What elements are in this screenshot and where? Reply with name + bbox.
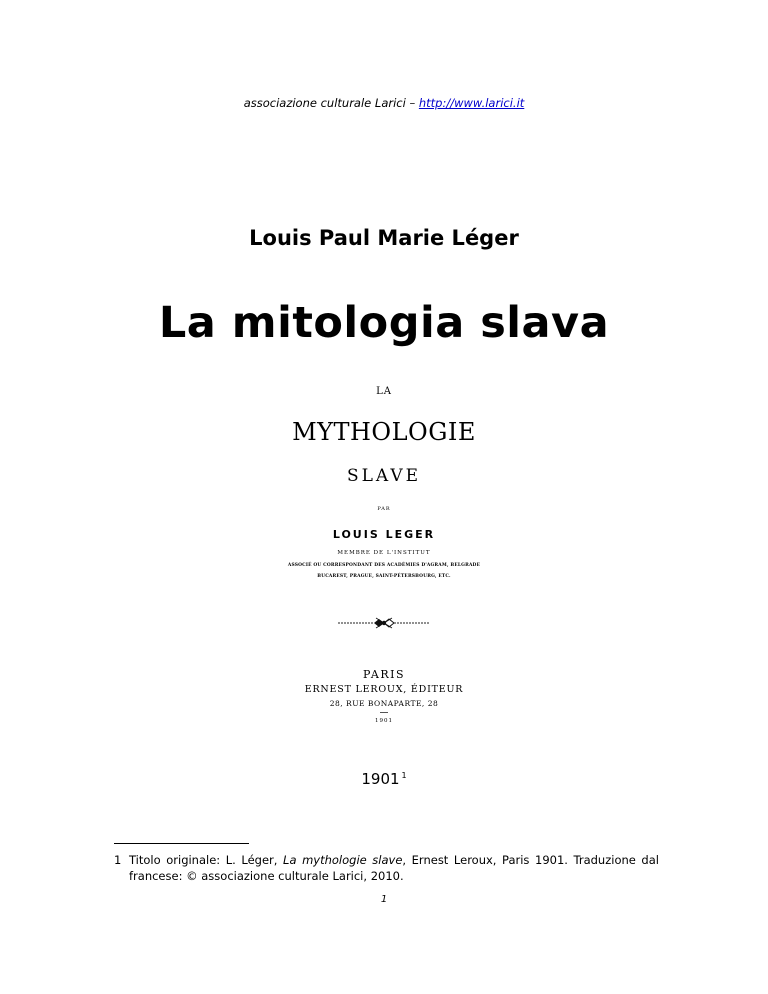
footnote-original-title: La mythologie slave bbox=[283, 853, 403, 867]
scan-address: 28, RUE BONAPARTE, 28 bbox=[329, 699, 439, 708]
scan-la: LA bbox=[376, 386, 392, 397]
ornament-icon bbox=[280, 614, 488, 626]
book-title: La mitologia slava bbox=[158, 298, 610, 348]
scan-year: 1901 bbox=[375, 718, 393, 724]
scan-associe: ASSOCIÉ OU CORRESPONDANT DES ACADÉMIES D'AGRAM, BELGRADE bbox=[287, 563, 481, 568]
scan-publisher: ERNEST LEROUX, ÉDITEUR bbox=[304, 684, 464, 695]
scan-par: PAR bbox=[377, 506, 391, 512]
year-text: 1901 bbox=[361, 770, 400, 788]
footnote-separator bbox=[114, 843, 249, 844]
footnote-prefix: Titolo originale: L. Léger, bbox=[129, 853, 284, 867]
page-number: 1 bbox=[380, 894, 388, 905]
scan-bucarest: BUCAREST, PRAGUE, SAINT-PÉTERSBOURG, ETC. bbox=[317, 574, 451, 579]
footnote-ref[interactable]: 1 bbox=[401, 771, 407, 780]
author-name: Louis Paul Marie Léger bbox=[249, 226, 519, 250]
scan-city: PARIS bbox=[363, 668, 405, 681]
publication-year bbox=[0, 770, 768, 788]
website-link[interactable]: http://www.larici.it bbox=[418, 96, 525, 110]
footnote bbox=[114, 852, 659, 884]
page-header bbox=[0, 96, 768, 110]
title-page-scan bbox=[280, 378, 488, 738]
footnote-suffix: , Ernest Leroux, Paris 1901. Traduzione dal francese: © associazione culturale Larici, 2010. bbox=[129, 853, 659, 883]
header-text: associazione culturale Larici – bbox=[243, 96, 419, 110]
scan-mythologie: MYTHOLOGIE bbox=[292, 418, 476, 446]
footnote-text bbox=[129, 852, 659, 884]
footnote-number: 1 bbox=[114, 853, 122, 867]
scan-author: LOUIS LEGER bbox=[332, 528, 436, 541]
scan-slave: SLAVE bbox=[346, 466, 422, 486]
scan-divider bbox=[380, 712, 388, 713]
scan-membre: MEMBRE DE L'INSTITUT bbox=[337, 550, 431, 556]
